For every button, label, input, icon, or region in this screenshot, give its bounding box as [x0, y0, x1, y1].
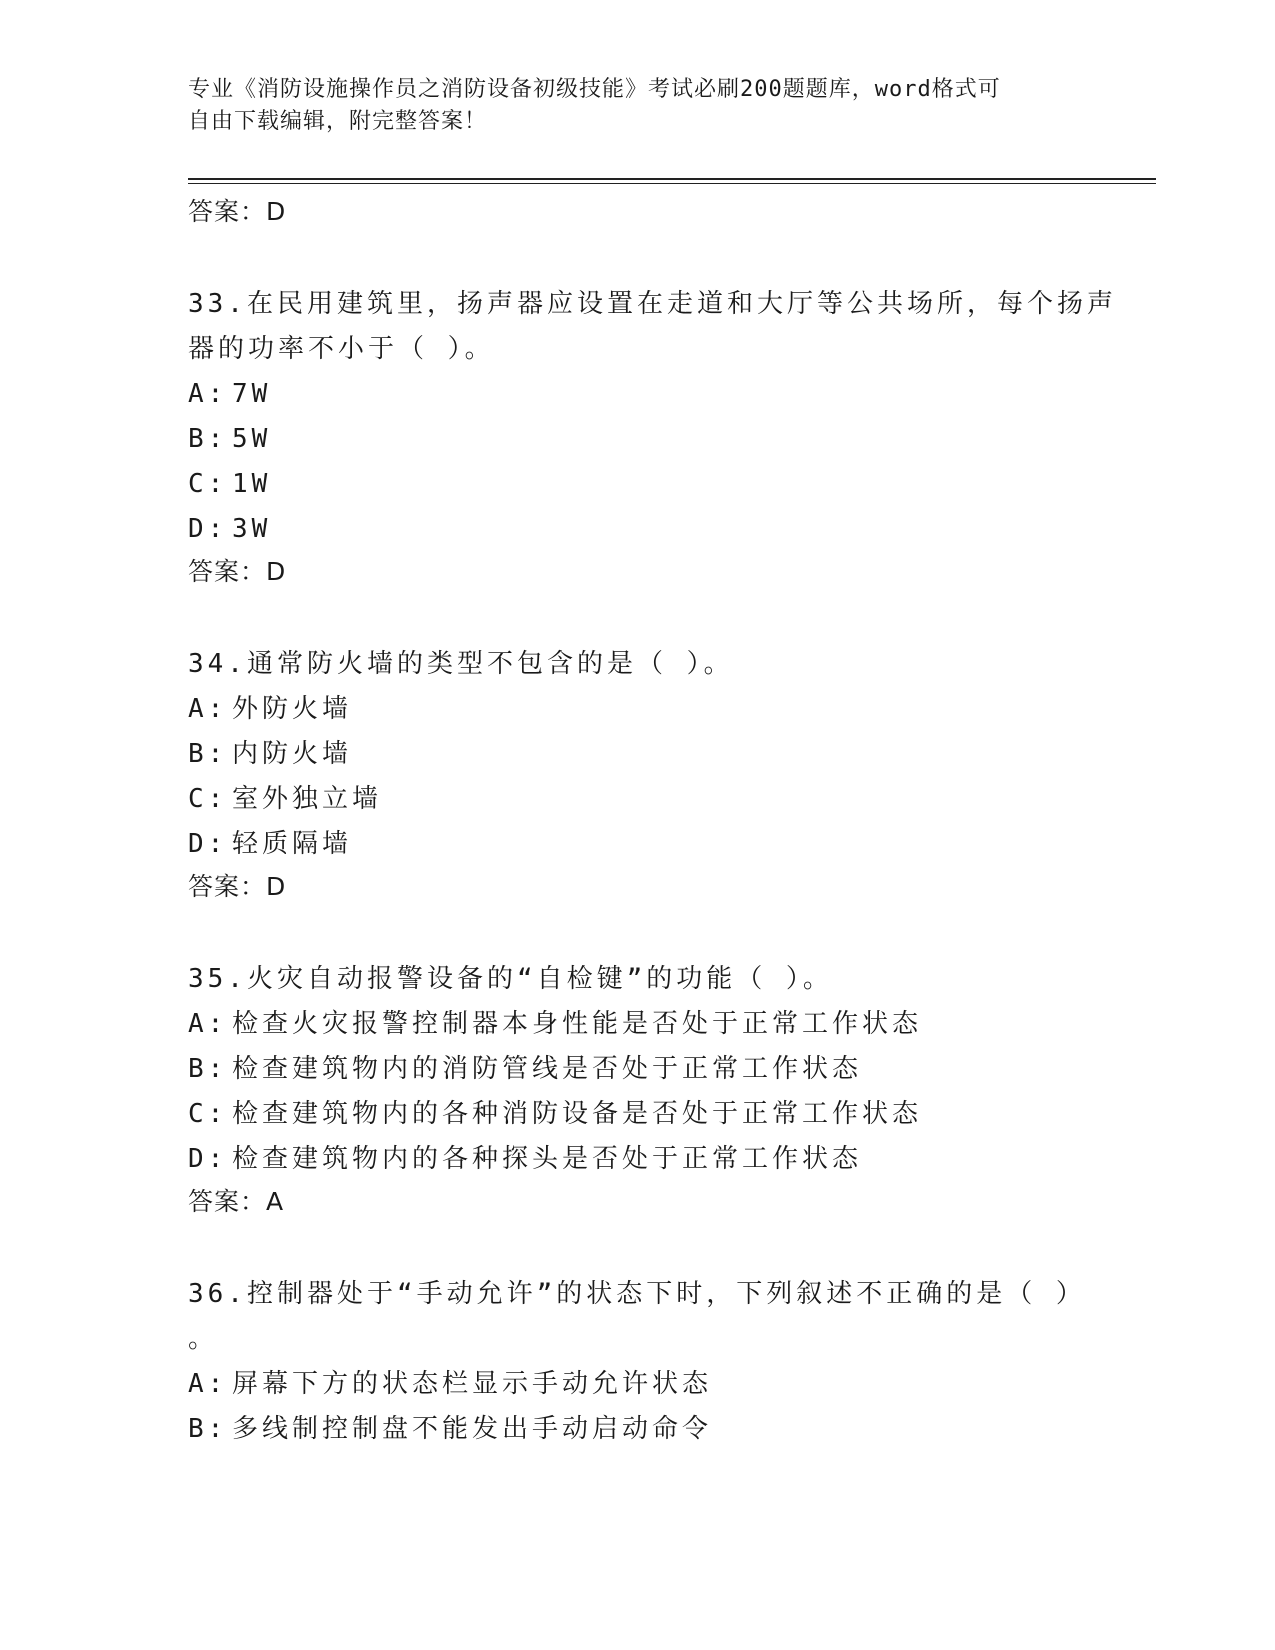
option-text: 检查建筑物内的各种消防设备是否处于正常工作状态	[232, 1099, 923, 1129]
page-header	[188, 74, 1088, 138]
option-text: 检查建筑物内的各种探头是否处于正常工作状态	[232, 1144, 863, 1174]
option-letter: B:	[188, 739, 228, 769]
option-letter: B:	[188, 1054, 228, 1084]
answer-label: 答案：	[188, 1187, 267, 1216]
answer-label: 答案：	[188, 557, 267, 586]
option-b	[188, 732, 1148, 777]
option-b	[188, 1407, 1148, 1452]
option-text: 屏幕下方的状态栏显示手动允许状态	[232, 1369, 713, 1399]
option-letter: B:	[188, 424, 228, 454]
question-stem: 34.通常防火墙的类型不包含的是（ ）。	[188, 649, 734, 679]
answer-line	[188, 552, 1148, 592]
answer-value: D	[266, 557, 287, 586]
option-letter: D:	[188, 514, 228, 544]
option-a	[188, 372, 1148, 417]
option-letter: A:	[188, 1009, 228, 1039]
answer-value: A	[266, 1187, 285, 1216]
answer-label: 答案：	[188, 872, 267, 901]
option-letter: D:	[188, 829, 228, 859]
option-text: 7W	[232, 379, 272, 409]
option-c	[188, 1092, 1148, 1137]
question-block	[188, 282, 1148, 592]
question-block	[188, 642, 1148, 907]
option-text: 5W	[232, 424, 272, 454]
option-text: 3W	[232, 514, 272, 544]
option-text: 多线制控制盘不能发出手动启动命令	[232, 1414, 713, 1444]
option-text: 检查建筑物内的消防管线是否处于正常工作状态	[232, 1054, 863, 1084]
option-a	[188, 687, 1148, 732]
question-block	[188, 1272, 1148, 1452]
option-a	[188, 1362, 1148, 1407]
option-letter: C:	[188, 1099, 228, 1129]
question-block	[188, 957, 1148, 1222]
answer-value: D	[266, 872, 287, 901]
header-divider	[188, 178, 1156, 180]
option-text: 室外独立墙	[232, 784, 383, 814]
option-b	[188, 417, 1148, 462]
option-d	[188, 822, 1148, 867]
answer-line	[188, 192, 1148, 232]
option-b	[188, 1047, 1148, 1092]
option-text: 检查火灾报警控制器本身性能是否处于正常工作状态	[232, 1009, 923, 1039]
option-text: 轻质隔墙	[232, 829, 353, 859]
question-stem-continued: 器的功率不小于（ ）。	[188, 334, 495, 364]
option-letter: C:	[188, 784, 228, 814]
question-stem-continued: 。	[188, 1324, 219, 1354]
question-stem: 33.在民用建筑里，扬声器应设置在走道和大厅等公共场所，每个扬声	[188, 289, 1117, 319]
option-d	[188, 507, 1148, 552]
option-text: 外防火墙	[232, 694, 353, 724]
option-c	[188, 777, 1148, 822]
option-letter: C:	[188, 469, 228, 499]
question-stem: 35.火灾自动报警设备的“自检键”的功能（ ）。	[188, 964, 833, 994]
option-letter: B:	[188, 1414, 228, 1444]
option-letter: A:	[188, 1369, 228, 1399]
question-list	[188, 192, 1148, 1452]
answer-line	[188, 1182, 1148, 1222]
option-letter: A:	[188, 694, 228, 724]
option-a	[188, 1002, 1148, 1047]
option-text: 1W	[232, 469, 272, 499]
question-stem: 36.控制器处于“手动允许”的状态下时，下列叙述不正确的是（ ）	[188, 1279, 1086, 1309]
answer-value: D	[266, 197, 287, 226]
option-c	[188, 462, 1148, 507]
option-d	[188, 1137, 1148, 1182]
option-letter: A:	[188, 379, 228, 409]
answer-label: 答案：	[188, 197, 267, 226]
header-divider-thin	[188, 183, 1156, 184]
header-title-line2: 自由下载编辑，附完整答案！	[188, 109, 488, 134]
option-text: 内防火墙	[232, 739, 353, 769]
option-letter: D:	[188, 1144, 228, 1174]
header-title-line1: 专业《消防设施操作员之消防设备初级技能》考试必刷200题题库，word格式可	[188, 77, 1001, 102]
answer-line	[188, 867, 1148, 907]
